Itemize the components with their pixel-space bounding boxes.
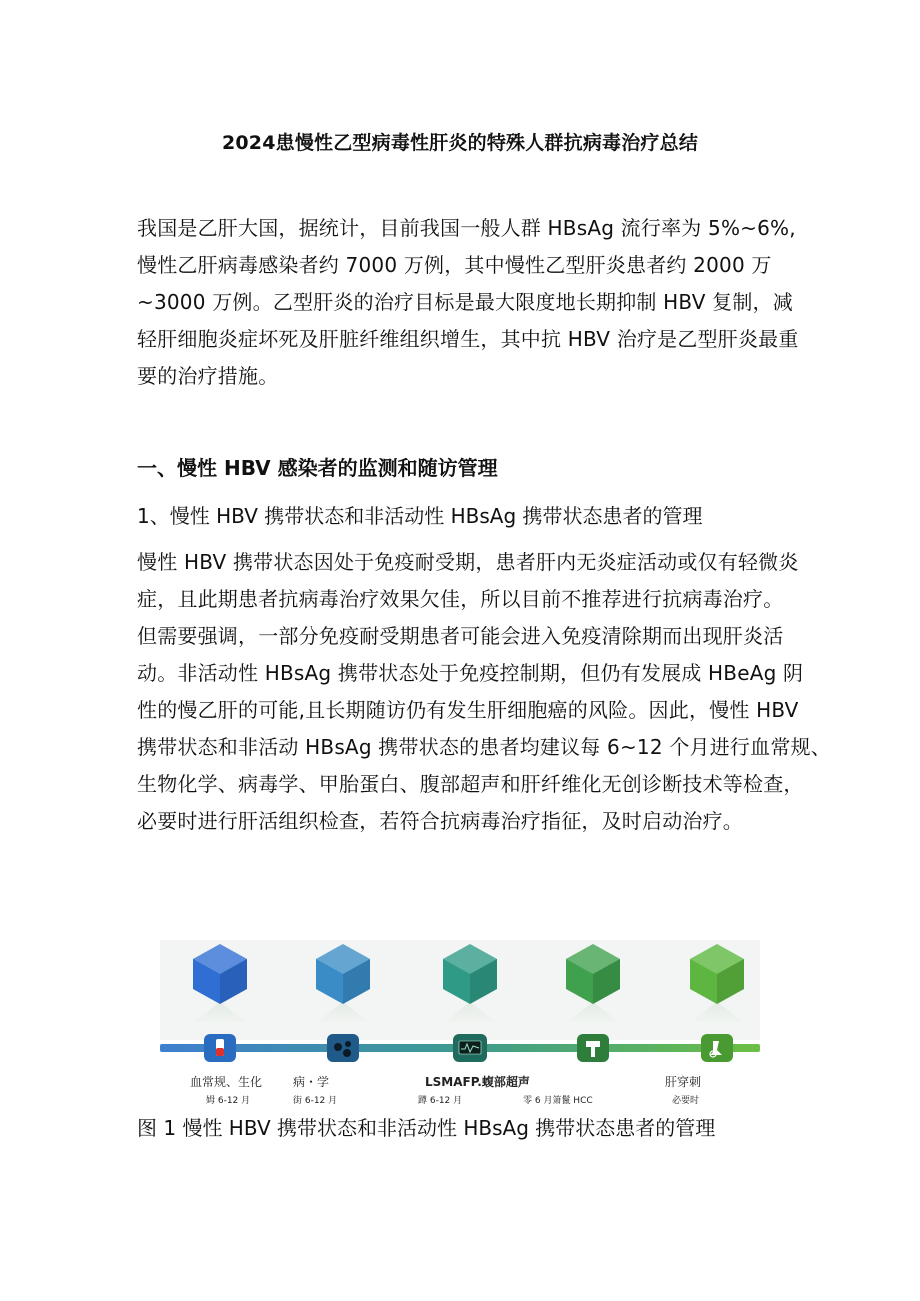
text-line: 生物化学、病毒学、甲胎蛋白、腹部超声和肝纤维化无创诊断技术等检查，	[137, 772, 804, 796]
text-line: 轻肝细胞炎症坏死及肝脏纤维组织增生，其中抗 HBV 治疗是乙型肝炎最重	[137, 327, 799, 351]
text-line: 我国是乙肝大国，据统计，目前我国一般人群 HBsAg 流行率为 5%~6%,	[137, 216, 796, 240]
text-line: 症，且此期患者抗病毒治疗效果欠佳，所以目前不推荐进行抗病毒治疗。	[137, 587, 784, 611]
section-heading: 一、慢性 HBV 感染者的监测和随访管理	[137, 456, 498, 480]
step-interval: 零 6 月箫鬣 HCC	[523, 1096, 593, 1106]
text-line: 但需要强调，一部分免疫耐受期患者可能会进入免疫清除期而出现肝炎活	[137, 624, 784, 648]
step-label: LSMAFP.蝮部超声	[425, 1075, 530, 1089]
management-timeline-figure	[160, 940, 760, 1110]
text-line: 慢性乙肝病毒感染者约 7000 万例，其中慢性乙型肝炎患者约 2000 万	[137, 253, 772, 277]
text-line: 携带状态和非活动 HBsAg 携带状态的患者均建议每 6~12 个月进行血常规、	[137, 735, 831, 759]
figure-caption: 图 1 慢性 HBV 携带状态和非活动性 HBsAg 携带状态患者的管理	[137, 1116, 716, 1140]
step-label: 病・学	[293, 1075, 330, 1089]
text-line: 性的慢乙肝的可能,且长期随访仍有发生肝细胞癌的风险。因此，慢性 HBV	[137, 698, 799, 722]
text-line: ~3000 万例。乙型肝炎的治疗目标是最大限度地长期抑制 HBV 复制，减	[137, 290, 793, 314]
step-interval: 必要时	[672, 1096, 700, 1106]
text-line: 要的治疗措施。	[137, 364, 279, 388]
text-line: 动。非活动性 HBsAg 携带状态处于免疫控制期，但仍有发展成 HBeAg 阴	[137, 661, 804, 685]
body-paragraph	[137, 544, 831, 840]
step-interval: 蹲 6-12 月	[418, 1096, 463, 1106]
text-line: 必要时进行肝活组织检查，若符合抗病毒治疗指征，及时启动治疗。	[137, 809, 743, 833]
virus-cells-icon	[327, 1034, 359, 1062]
text-line: 慢性 HBV 携带状态因处于免疫耐受期，患者肝内无炎症活动或仅有轻微炎	[137, 550, 799, 574]
subsection-heading: 1、慢性 HBV 携带状态和非活动性 HBsAg 携带状态患者的管理	[137, 504, 703, 528]
step-interval: 街 6-12 月	[293, 1096, 338, 1106]
step-label: 血常规、生化	[190, 1075, 263, 1089]
intro-paragraph	[137, 210, 799, 395]
page-title: 2024患慢性乙型病毒性肝炎的特殊人群抗病毒治疗总结	[221, 132, 699, 154]
step-interval: 姆 6-12 月	[206, 1096, 251, 1106]
step-label: 肝穿刺	[665, 1075, 702, 1089]
